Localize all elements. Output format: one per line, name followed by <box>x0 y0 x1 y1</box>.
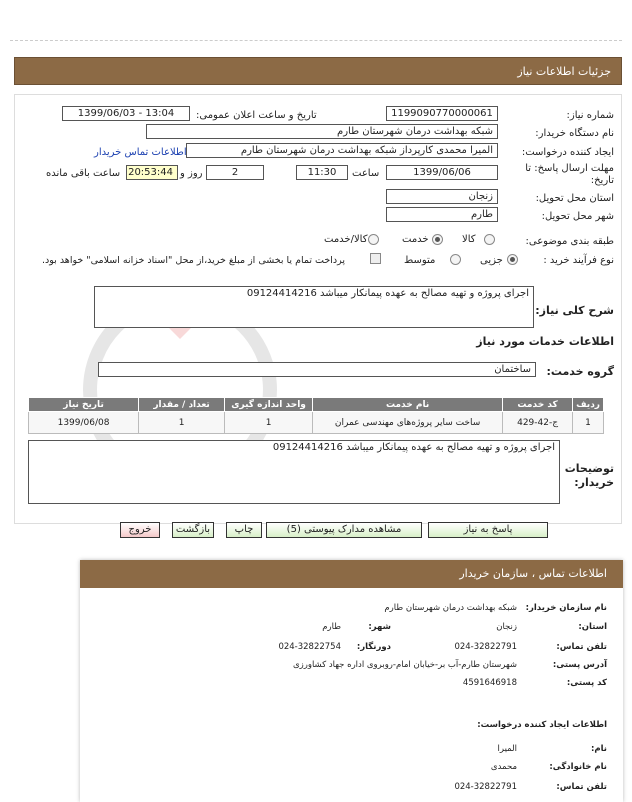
contact-card-title: اطلاعات تماس ، سازمان خریدار <box>459 567 607 580</box>
process-option-medium: متوسط <box>404 255 436 266</box>
table-row <box>29 412 604 434</box>
payment-note: پرداخت تمام یا بخشی از مبلغ خرید،از محل "اسناد خزانه اسلامی" خواهد بود. <box>42 255 345 266</box>
services-title: اطلاعات خدمات مورد نیاز <box>476 335 614 348</box>
phone-value: 024-32822791 <box>454 642 517 652</box>
remaining-label: ساعت باقی مانده <box>46 168 121 179</box>
deadline-date-field: 1399/06/06 <box>386 165 498 180</box>
need-number-label: شماره نیاز: <box>566 110 614 121</box>
col-qty: تعداد / مقدار <box>139 398 225 412</box>
city-label-2: شهر: <box>368 622 391 632</box>
service-group-label: گروه خدمت: <box>546 365 614 378</box>
col-date: تاریخ نیاز <box>29 398 139 412</box>
cell-name: ساخت سایر پروژه‌های مهندسی عمران <box>313 412 503 434</box>
summary-textarea: اجرای پروژه و تهیه مصالح به عهده پیمانکار میباشد 09124414216 <box>94 286 534 328</box>
address-value: شهرستان طارم-آب بر-خیابان امام-روبروی اداره جهاد کشاورزی <box>292 660 517 670</box>
days-field: 2 <box>206 165 264 180</box>
service-group-field: ساختمان <box>98 362 536 377</box>
services-table <box>28 397 604 434</box>
org-value: شبکه بهداشت درمان شهرستان طارم <box>384 603 517 613</box>
creator-phone-label: تلفن تماس: <box>556 782 607 792</box>
category-option-goods: کالا <box>462 234 476 245</box>
org-label: نام سازمان خریدار: <box>525 603 607 613</box>
category-label: طبقه بندی موضوعی: <box>525 236 614 247</box>
deadline-date-label: تاریخ: <box>590 175 614 186</box>
buyer-notes-textarea: اجرای پروژه و تهیه مصالح به عهده پیمانکار میباشد 09124414216 <box>28 440 560 504</box>
days-label: روز و <box>180 168 203 179</box>
address-label: آدرس پستی: <box>552 660 607 670</box>
fax-value: 024-32822754 <box>278 642 341 652</box>
province-label-2: استان: <box>578 622 607 632</box>
province-field: زنجان <box>386 189 498 204</box>
name-label: نام: <box>590 744 607 754</box>
exit-button[interactable]: خروج <box>120 522 160 538</box>
deadline-time-field: 11:30 <box>296 165 348 180</box>
phone-label: تلفن تماس: <box>556 642 607 652</box>
top-divider <box>10 40 622 41</box>
creator-field: المیرا محمدی کارپرداز شبکه بهداشت درمان شهرستان طارم <box>186 143 498 158</box>
buyer-org-label: نام دستگاه خریدار: <box>535 128 614 139</box>
table-header-row <box>29 398 604 412</box>
summary-label: شرح کلی نیاز: <box>535 304 614 317</box>
announce-field: 1399/06/03 - 13:04 <box>62 106 190 121</box>
creator-phone-value: 024-32822791 <box>454 782 517 792</box>
category-option-both: کالا/خدمت <box>324 234 368 245</box>
page-header <box>14 57 622 85</box>
contact-card <box>80 560 623 802</box>
cell-qty: 1 <box>139 412 225 434</box>
postal-label: کد پستی: <box>566 678 607 688</box>
page-title: جزئیات اطلاعات نیاز <box>517 65 611 78</box>
back-button[interactable]: بازگشت <box>172 522 214 538</box>
category-radio-goods[interactable] <box>484 234 495 245</box>
col-unit: واحد اندازه گیری <box>225 398 313 412</box>
cell-code: ج-42-429 <box>503 412 573 434</box>
city-field: طارم <box>386 207 498 222</box>
process-radio-minor[interactable] <box>507 254 518 265</box>
name-value: المیرا <box>497 744 517 754</box>
time-label: ساعت <box>352 168 380 179</box>
contact-card-header <box>80 560 623 588</box>
contact-info-link[interactable]: اطلاعات تماس خریدار <box>94 147 187 158</box>
process-radio-medium[interactable] <box>450 254 461 265</box>
category-radio-service[interactable] <box>432 234 443 245</box>
city-label: شهر محل تحویل: <box>541 211 614 222</box>
postal-value: 4591646918 <box>462 678 517 688</box>
cell-date: 1399/06/08 <box>29 412 139 434</box>
col-name: نام خدمت <box>313 398 503 412</box>
view-documents-button[interactable]: مشاهده مدارک پیوستی (5) <box>266 522 422 538</box>
city-value-2: طارم <box>322 622 341 632</box>
family-label: نام خانوادگی: <box>549 762 607 772</box>
creator-info-title: اطلاعات ایجاد کننده درخواست: <box>477 720 607 730</box>
process-option-minor: جزیی <box>480 255 503 266</box>
category-option-service: خدمت <box>402 234 429 245</box>
creator-label: ایجاد کننده درخواست: <box>521 147 614 158</box>
announce-label: تاریخ و ساعت اعلان عمومی: <box>196 110 317 121</box>
treasury-checkbox[interactable] <box>370 253 381 264</box>
cell-row: 1 <box>573 412 604 434</box>
fax-label: دورنگار: <box>356 642 391 652</box>
remaining-time-field: 20:53:44 <box>126 165 178 180</box>
reply-button[interactable]: پاسخ به نیاز <box>428 522 548 538</box>
col-code: کد خدمت <box>503 398 573 412</box>
category-radio-both[interactable] <box>368 234 379 245</box>
cell-unit: 1 <box>225 412 313 434</box>
need-number-field: 1199090770000061 <box>386 106 498 121</box>
province-label: استان محل تحویل: <box>535 193 614 204</box>
process-label: نوع فرآیند خرید : <box>543 255 614 266</box>
family-value: محمدی <box>490 762 517 772</box>
buyer-notes-label-2: خریدار: <box>574 476 614 489</box>
buyer-notes-label-1: توضیحات <box>564 462 614 475</box>
print-button[interactable]: چاپ <box>226 522 262 538</box>
col-row: ردیف <box>573 398 604 412</box>
buyer-org-field: شبکه بهداشت درمان شهرستان طارم <box>146 124 498 139</box>
province-value-2: زنجان <box>496 622 517 632</box>
deadline-label: مهلت ارسال پاسخ: تا <box>525 163 614 174</box>
